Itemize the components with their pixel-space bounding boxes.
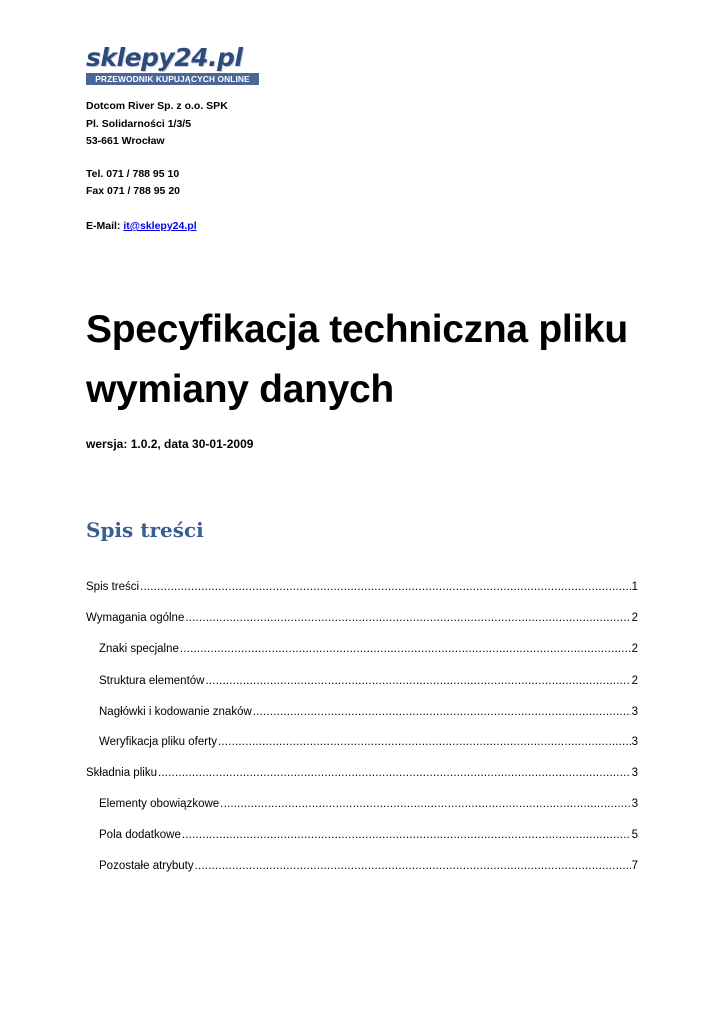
toc-entry-label: Spis treści <box>86 581 140 593</box>
toc-leader <box>218 734 631 750</box>
company-city: 53-661 Wrocław <box>86 135 165 147</box>
document-title <box>86 300 686 420</box>
company-street: Pl. Solidarności 1/3/5 <box>86 118 192 130</box>
company-name: Dotcom River Sp. z o.o. SPK <box>86 100 228 112</box>
toc-entry[interactable] <box>86 579 638 595</box>
toc-entry-page: 3 <box>631 706 638 718</box>
toc-entry[interactable] <box>99 704 638 720</box>
toc-leader <box>158 765 631 781</box>
document-version: wersja: 1.0.2, data 30-01-2009 <box>86 437 254 451</box>
toc-leader <box>182 827 631 843</box>
toc-entry-page: 5 <box>631 829 638 841</box>
toc-leader <box>140 579 631 595</box>
toc-leader <box>180 641 631 657</box>
toc-entry[interactable] <box>99 796 638 812</box>
logo-tagline: PRZEWODNIK KUPUJĄCYCH ONLINE <box>86 73 259 85</box>
toc-entry[interactable] <box>99 734 638 750</box>
toc-entry-label: Znaki specjalne <box>99 643 179 655</box>
toc-entry-label: Struktura elementów <box>99 675 205 687</box>
toc-leader <box>220 796 630 812</box>
toc-leader <box>195 858 631 874</box>
toc-entry[interactable] <box>99 641 638 657</box>
toc-entry[interactable] <box>86 765 638 781</box>
toc-entry-page: 7 <box>631 860 638 872</box>
toc-entry[interactable] <box>99 858 638 874</box>
title-line-1: Specyfikacja techniczna pliku <box>86 308 628 351</box>
toc-entry-page: 3 <box>631 798 638 810</box>
toc-entry-label: Składnia pliku <box>86 767 157 779</box>
toc-entry-page: 3 <box>631 767 638 779</box>
toc-entry-page: 2 <box>631 612 638 624</box>
toc-entry-page: 1 <box>631 581 638 593</box>
logo-wordmark: sklepy24.pl <box>86 43 243 72</box>
company-email-row <box>86 220 197 233</box>
toc-leader <box>205 673 630 689</box>
toc-entry-label: Wymagania ogólne <box>86 612 185 624</box>
toc-entry[interactable] <box>99 827 638 843</box>
email-label: E-Mail: <box>86 220 121 232</box>
title-line-2: wymiany danych <box>86 368 394 411</box>
company-fax: Fax 071 / 788 95 20 <box>86 185 180 197</box>
toc-entry[interactable] <box>99 673 638 689</box>
toc-entry-label: Nagłówki i kodowanie znaków <box>99 706 252 718</box>
toc-entry-label: Pozostałe atrybuty <box>99 860 194 872</box>
toc-entry-page: 3 <box>631 736 638 748</box>
toc-heading: Spis treści <box>86 518 204 542</box>
toc-entry-page: 2 <box>631 675 638 687</box>
toc-entry[interactable] <box>86 610 638 626</box>
email-link[interactable]: it@sklepy24.pl <box>123 220 197 232</box>
toc-entry-label: Pola dodatkowe <box>99 829 181 841</box>
toc-leader <box>185 610 630 626</box>
logo <box>86 44 259 85</box>
company-tel: Tel. 071 / 788 95 10 <box>86 168 180 180</box>
toc-leader <box>253 704 631 720</box>
toc-entry-label: Elementy obowiązkowe <box>99 798 220 810</box>
toc-entry-label: Weryfikacja pliku oferty <box>99 736 218 748</box>
toc-entry-page: 2 <box>631 643 638 655</box>
